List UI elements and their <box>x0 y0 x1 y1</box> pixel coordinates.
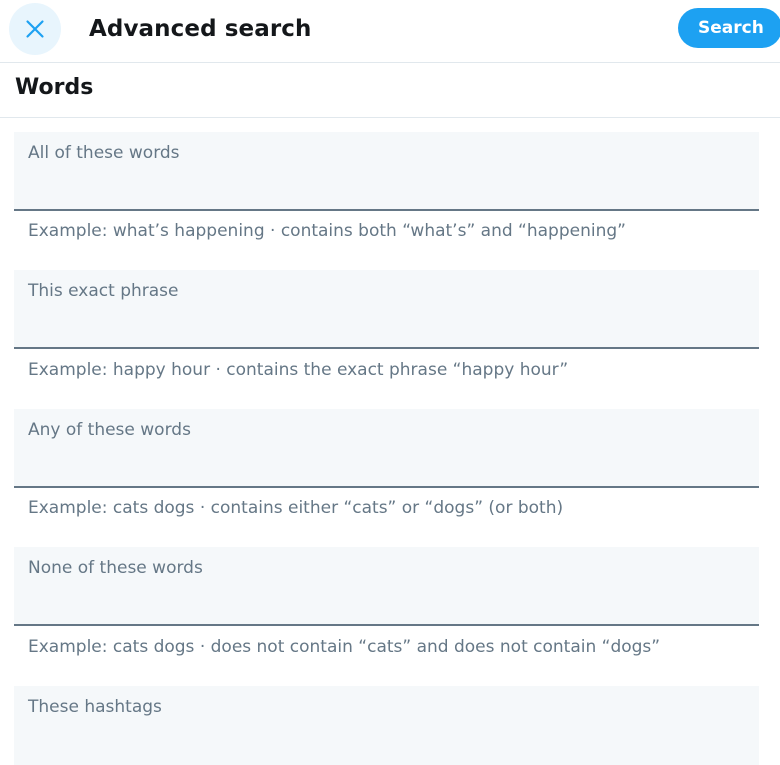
none-words-hint: Example: cats dogs · does not contain “cats” and does not contain “dogs” <box>28 637 661 657</box>
any-words-hint: Example: cats dogs · contains either “cats” or “dogs” (or both) <box>28 498 564 518</box>
page-title: Advanced search <box>89 16 312 42</box>
exact-phrase-input[interactable] <box>14 270 759 349</box>
hashtags-label: These hashtags <box>28 697 162 717</box>
words-section-header <box>0 63 780 118</box>
exact-phrase-label: This exact phrase <box>28 281 179 301</box>
close-button[interactable] <box>9 3 61 55</box>
all-words-label: All of these words <box>28 143 180 163</box>
all-words-input[interactable] <box>14 132 759 211</box>
search-button[interactable]: Search <box>678 8 780 48</box>
all-words-hint: Example: what’s happening · contains both “what’s” and “happening” <box>28 221 626 241</box>
header-bar <box>0 0 780 63</box>
exact-phrase-hint: Example: happy hour · contains the exact phrase “happy hour” <box>28 360 569 380</box>
any-words-input[interactable] <box>14 409 759 488</box>
any-words-label: Any of these words <box>28 420 191 440</box>
hashtags-input[interactable] <box>14 686 759 765</box>
section-title: Words <box>15 75 94 100</box>
none-words-input[interactable] <box>14 547 759 626</box>
close-icon <box>23 17 47 41</box>
none-words-label: None of these words <box>28 558 203 578</box>
